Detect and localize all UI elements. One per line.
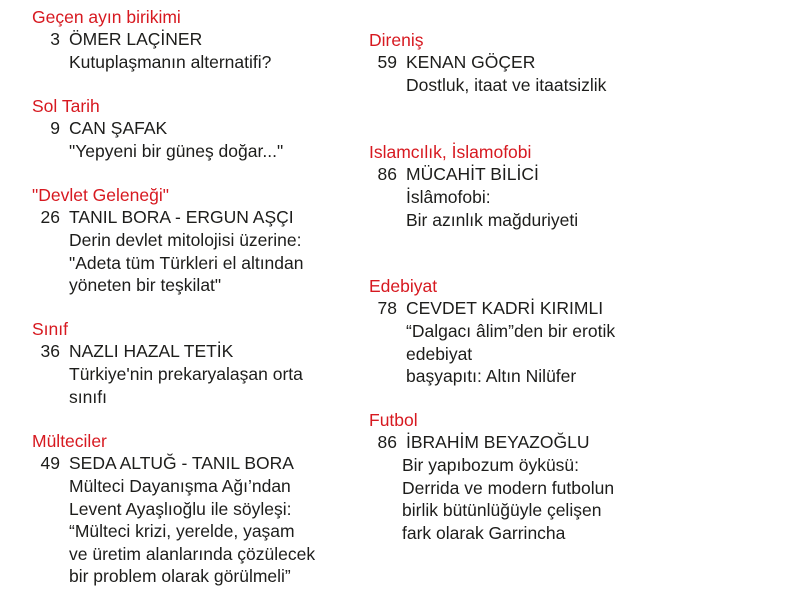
page-number: 9 xyxy=(50,118,60,138)
title-line: Bir azınlık mağduriyeti xyxy=(406,209,579,230)
page-number: 59 xyxy=(377,52,397,72)
article-title xyxy=(69,51,271,74)
section-title: "Devlet Geleneği" xyxy=(32,185,169,205)
page-number: 78 xyxy=(377,298,397,318)
article-title xyxy=(406,74,606,97)
page-number: 86 xyxy=(377,164,397,184)
article-title xyxy=(69,140,283,163)
page-number: 36 xyxy=(40,341,60,361)
author-name: SEDA ALTUĞ - TANIL BORA xyxy=(69,453,294,473)
page-number: 86 xyxy=(377,432,397,452)
article-title xyxy=(69,475,315,588)
title-line: sınıfı xyxy=(69,386,107,407)
title-line: birlik bütünlüğüyle çelişen xyxy=(402,500,602,520)
title-line: Mülteci Dayanışma Ağı’ndan xyxy=(69,476,291,496)
author-name: İBRAHİM BEYAZOĞLU xyxy=(406,432,590,452)
title-line: "Adeta tüm Türkleri el altından xyxy=(69,252,304,273)
article-title xyxy=(406,186,578,231)
title-line: yöneten bir teşkilat" xyxy=(69,275,222,295)
author-name: NAZLI HAZAL TETİK xyxy=(69,341,234,361)
title-line: başyapıtı: Altın Nilüfer xyxy=(406,366,577,386)
title-line: ve üretim alanlarında çözülecek xyxy=(69,543,316,564)
author-name: ÖMER LAÇİNER xyxy=(69,29,203,49)
section-title: Sınıf xyxy=(32,319,68,339)
title-line: “Dalgacı âlim”den bir erotik xyxy=(406,321,616,341)
title-line: bir problem olarak görülmeli” xyxy=(69,566,291,586)
section-title: Edebiyat xyxy=(369,276,438,296)
author-name: KENAN GÖÇER xyxy=(406,52,536,72)
article-title xyxy=(69,229,303,297)
section-title: Geçen ayın birikimi xyxy=(32,7,181,27)
author-name: MÜCAHİT BİLİCİ xyxy=(406,164,539,184)
title-line: fark olarak Garrincha xyxy=(402,522,566,543)
title-line: İslâmofobi: xyxy=(406,187,491,207)
section-title: Sol Tarih xyxy=(32,96,100,116)
page-number: 3 xyxy=(50,29,60,49)
author-name: CEVDET KADRİ KIRIMLI xyxy=(406,298,604,318)
title-line: edebiyat xyxy=(406,343,473,364)
title-line: Derin devlet mitolojisi üzerine: xyxy=(69,230,302,250)
article-title xyxy=(69,363,303,408)
title-line: Türkiye'nin prekaryalaşan orta xyxy=(69,364,303,384)
title-line: Derrida ve modern futbolun xyxy=(402,477,615,498)
article-title xyxy=(406,320,615,388)
section-title: Islamcılık, İslamofobi xyxy=(369,142,532,162)
section-title: Futbol xyxy=(369,410,418,430)
page-number: 49 xyxy=(40,453,60,473)
title-line: Dostluk, itaat ve itaatsizlik xyxy=(406,75,607,95)
title-line: "Yepyeni bir güneş doğar..." xyxy=(69,141,284,161)
title-line: Levent Ayaşlıoğlu ile söyleşi: xyxy=(69,498,292,519)
page-number: 26 xyxy=(40,207,60,227)
title-line: “Mülteci krizi, yerelde, yaşam xyxy=(69,521,295,541)
section-title: Direniş xyxy=(369,30,424,50)
article-title xyxy=(402,454,614,544)
title-line: Kutuplaşmanın alternatifi? xyxy=(69,52,272,72)
title-line: Bir yapıbozum öyküsü: xyxy=(402,455,580,475)
section-title: Mülteciler xyxy=(32,431,107,451)
author-name: CAN ŞAFAK xyxy=(69,118,168,138)
author-name: TANIL BORA - ERGUN AŞÇI xyxy=(69,207,294,227)
